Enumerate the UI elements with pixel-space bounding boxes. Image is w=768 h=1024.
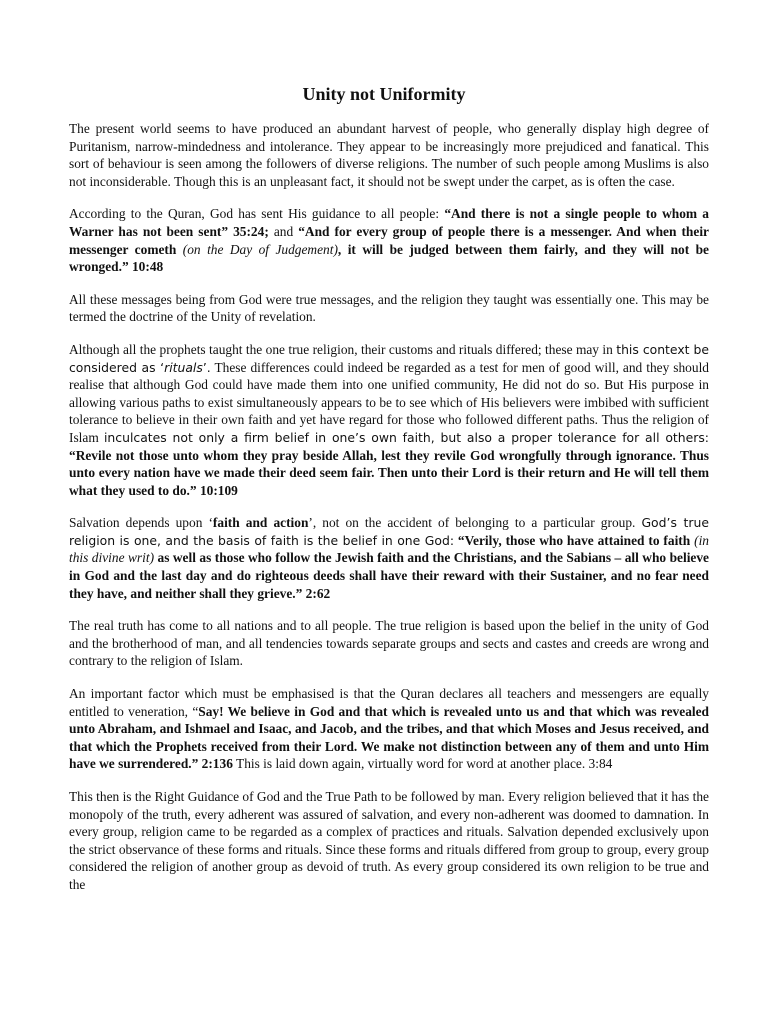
text-run: rituals bbox=[164, 359, 203, 375]
paragraph bbox=[69, 291, 709, 326]
text-run: Salvation depends upon ‘ bbox=[69, 515, 213, 531]
text-run: inculcates not only a firm belief in one’s own faith, but also a proper tolerance for all others: bbox=[103, 429, 709, 445]
text-run: This then is the Right Guidance of God and the True Path to be followed by man. Every religion believed that it has the monopoly of the truth, every adherent was assured of salvation, and every non-adherent was doomed to damnation. In every group, religion came to be regarded as a complex of practices and rituals. Salvation depended exclusively upon the strict observance of these forms and rituals. Since these forms and rituals differed from group to group, every group considered the religion of another group as devoid of truth. As every group considered its own religion to be true and the bbox=[69, 789, 709, 892]
text-run: ’. bbox=[202, 359, 211, 375]
paragraph bbox=[69, 120, 709, 190]
text-run: This is laid down again, virtually word for word at another place. 3:84 bbox=[232, 756, 613, 772]
text-run: Say! We believe in God and that which is revealed unto us and that which was revealed unto Abraham, and Ishmael and Isaac, and Jacob, and the tribes, and that which Moses and Jesus received, and that which the Prophets received from their Lord. We make not distinction between any of them and unto Him have we surrendered.” 2:136 bbox=[69, 703, 709, 772]
text-run: God’s true religion is one, and the basis of faith is the belief in one God: bbox=[69, 515, 709, 548]
text-run: According to the Quran, God has sent His guidance to all people: bbox=[69, 206, 445, 222]
text-run: faith and action bbox=[212, 515, 309, 531]
document-body bbox=[69, 120, 709, 909]
text-run: The real truth has come to all nations and to all people. The true religion is based upon the belief in the unity of God and the brotherhood of man, and all tendencies towards separate groups and sects and castes and creeds are wrong and contrary to the religion of Islam. bbox=[69, 618, 709, 669]
text-run: as well as those who follow the Jewish faith and the Christians, and the Sabians – all who believe in God and the last day and do righteous deeds shall have their reward with their Sustainer, and no fear need they have, and neither shall they grieve.” 2:62 bbox=[69, 550, 709, 601]
text-run: “And there is not a single people to whom a Warner has not been sent” 35:24; bbox=[69, 206, 710, 239]
text-run: “Revile not those unto whom they pray beside Allah, lest they revile God wrongfully through ignorance. Thus unto every nation have we made their deed seem fair. Then unto their Lord is their return and He will tell them what they used to do.” 10:109 bbox=[69, 447, 709, 498]
text-run: (on the Day of Judgement) bbox=[176, 241, 338, 257]
text-run: and bbox=[268, 223, 299, 239]
paragraph bbox=[69, 788, 709, 894]
document-title: Unity not Uniformity bbox=[302, 84, 466, 104]
text-run: “Verily, those who have attained to faith bbox=[457, 532, 691, 548]
paragraph bbox=[69, 685, 709, 773]
paragraph bbox=[69, 205, 709, 275]
text-run: Although all the prophets taught the one true religion, their customs and rituals differed; these may in bbox=[69, 341, 617, 357]
paragraph bbox=[69, 341, 709, 499]
paragraph bbox=[69, 617, 709, 670]
paragraph bbox=[69, 514, 709, 602]
text-run: (in this divine writ) bbox=[69, 532, 709, 566]
text-run: These differences could indeed be regarded as a test for men of good will, and they should realise that although God could have made them into one unified community, He did not do so. But His purpose in allowing various paths to exist simultaneously appears to be to see which of His believers were imbibed with sufficient tolerance to believe in their own faith and yet have regard for those who followed different paths. Thus the religion of Islam bbox=[69, 359, 709, 445]
text-run: “And for every group of people there is a messenger. And when their messenger cometh bbox=[69, 223, 709, 257]
text-run: The present world seems to have produced an abundant harvest of people, who generally display high degree of Puritanism, narrow-mindedness and intolerance. They appear to be increasingly more prejudiced and fanatical. This sort of behaviour is seen among the followers of diverse religions. The number of such people among Muslims is also not inconsiderable. Though this is an unpleasant fact, it should not be swept under the carpet, as is often the case. bbox=[69, 121, 709, 189]
text-run: ’, not on the accident of belonging to a particular group. bbox=[308, 515, 642, 531]
text-run: An important factor which must be emphasised is that the Quran declares all teachers and messengers are equally entitled to veneration, “ bbox=[69, 686, 709, 719]
text-run: this context be considered as ‘ bbox=[69, 341, 709, 375]
text-run: , it will be judged between them fairly, and they will not be wronged.” 10:48 bbox=[69, 241, 709, 275]
text-run: All these messages being from God were true messages, and the religion they taught was essentially one. This may be termed the doctrine of the Unity of revelation. bbox=[69, 291, 709, 325]
